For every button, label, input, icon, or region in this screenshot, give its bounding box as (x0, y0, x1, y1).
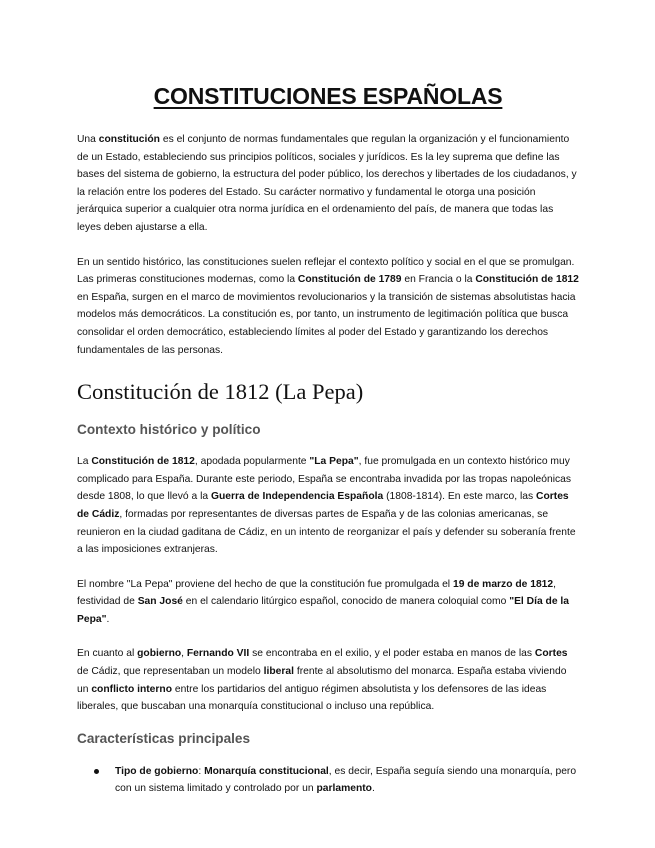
text: (1808-1814). En este marco, las (383, 491, 537, 503)
text: en España, surgen en el marco de movimientos revolucionarios y la transición de sistemas absolutistas hacia modelos más democráticos. La constitución es, por tanto, un instrumento de legitimación política que busca consolidar el orden democrático, estableciendo límites al poder del Estado y garantizando los derechos fundamentales de las personas. (77, 291, 576, 356)
intro-paragraph-2 (77, 254, 579, 360)
section-heading: Constitución de 1812 (La Pepa) (77, 379, 364, 405)
page-title: CONSTITUCIONES ESPAÑOLAS (153, 83, 503, 109)
text: , festividad de (77, 578, 557, 608)
bold-text: Guerra de Independencia Española (210, 491, 384, 503)
context-paragraph-3 (77, 645, 579, 715)
text: , fue promulgada en un contexto histórico muy complicado para España. Durante este periodo, España se encontraba invadida por las tropas napoleónicas desde 1808, lo que llevó a la (77, 456, 571, 503)
context-paragraph-2 (77, 576, 579, 629)
text: . (371, 783, 375, 795)
bold-text: Cortes (534, 648, 568, 660)
bold-text: Tipo de gobierno (115, 765, 199, 777)
bold-text: Fernando VII (186, 648, 250, 660)
text: La (77, 456, 92, 468)
bold-text: constitución (98, 134, 160, 145)
bold-text: parlamento (316, 783, 372, 795)
text: En un sentido histórico, las constituciones suelen reflejar el contexto político y social en el que se promulgan. Las primeras constituciones modernas, como la (77, 256, 575, 286)
context-paragraph-1 (77, 453, 579, 559)
list-item (115, 763, 579, 798)
context-subheading: Contexto histórico y político (77, 422, 261, 438)
text: de Cádiz, que representaban un modelo (77, 666, 264, 678)
bold-text: liberal (263, 666, 294, 678)
bold-text: 19 de marzo de 1812 (452, 578, 554, 590)
text: es el conjunto de normas fundamentales que regulan la organización y el funcionamiento de un Estado, estableciendo sus principios políticos, sociales y jurídicos. Es la ley suprema que define las bases del sistema de gobierno, la estructura del poder público, los derechos y libertades de los ciudadanos, y la relación entre los poderes del Estado. Su carácter normativo y fundamental le otorga una posición jerárquica superior a cualquier otra norma jurídica en el ordenamiento del país, de manera que todas las leyes deben ajustarse a ella. (77, 134, 577, 233)
text: frente al absolutismo del monarca. España estaba viviendo un (77, 666, 567, 695)
text: El nombre "La Pepa" proviene del hecho de que la constitución fue promulgada el (77, 578, 453, 590)
bold-text: Constitución de 1789 (297, 274, 402, 286)
bold-text: Constitución de 1812 (475, 274, 579, 286)
features-list (77, 763, 579, 798)
text: Una (77, 134, 99, 145)
bold-text: "La Pepa" (309, 456, 359, 468)
bold-text: Constitución de 1812 (91, 456, 195, 468)
intro-paragraph-1 (77, 131, 579, 237)
text: : (198, 765, 205, 777)
bold-text: "El Día de la Pepa" (77, 596, 570, 625)
bold-text: San José (137, 596, 183, 608)
bold-text: conflicto interno (91, 683, 172, 695)
bold-text: Cortes de Cádiz (77, 491, 569, 520)
text: en Francia o la (401, 274, 476, 286)
text: entre los partidarios del antiguo régimen absolutista y los defensores de las ideas liberales, que buscaban una monarquía constitucional o incluso una república. (77, 683, 547, 713)
text: se encontraba en el exilio, y el poder estaba en manos de las (249, 648, 535, 660)
bold-text: Monarquía constitucional (204, 765, 329, 777)
bullet-icon (94, 769, 99, 774)
text: , formadas por representantes de diversas partes de España y de las colonias americanas, se reunieron en la ciudad gaditana de Cádiz, en un intento de reorganizar el país y defender su soberanía frente a las imposiciones extranjeras. (77, 508, 576, 556)
text: , (181, 648, 187, 660)
text: , apodada popularmente (194, 456, 310, 468)
text: , es decir, España seguía siendo una monarquía, pero con un sistema limitado y controlado por un (115, 765, 577, 795)
text: En cuanto al (77, 648, 138, 660)
text: . (106, 613, 110, 625)
bold-text: gobierno (137, 648, 182, 660)
features-subheading: Características principales (77, 730, 251, 746)
text: en el calendario litúrgico español, conocido de manera coloquial como (182, 596, 510, 608)
